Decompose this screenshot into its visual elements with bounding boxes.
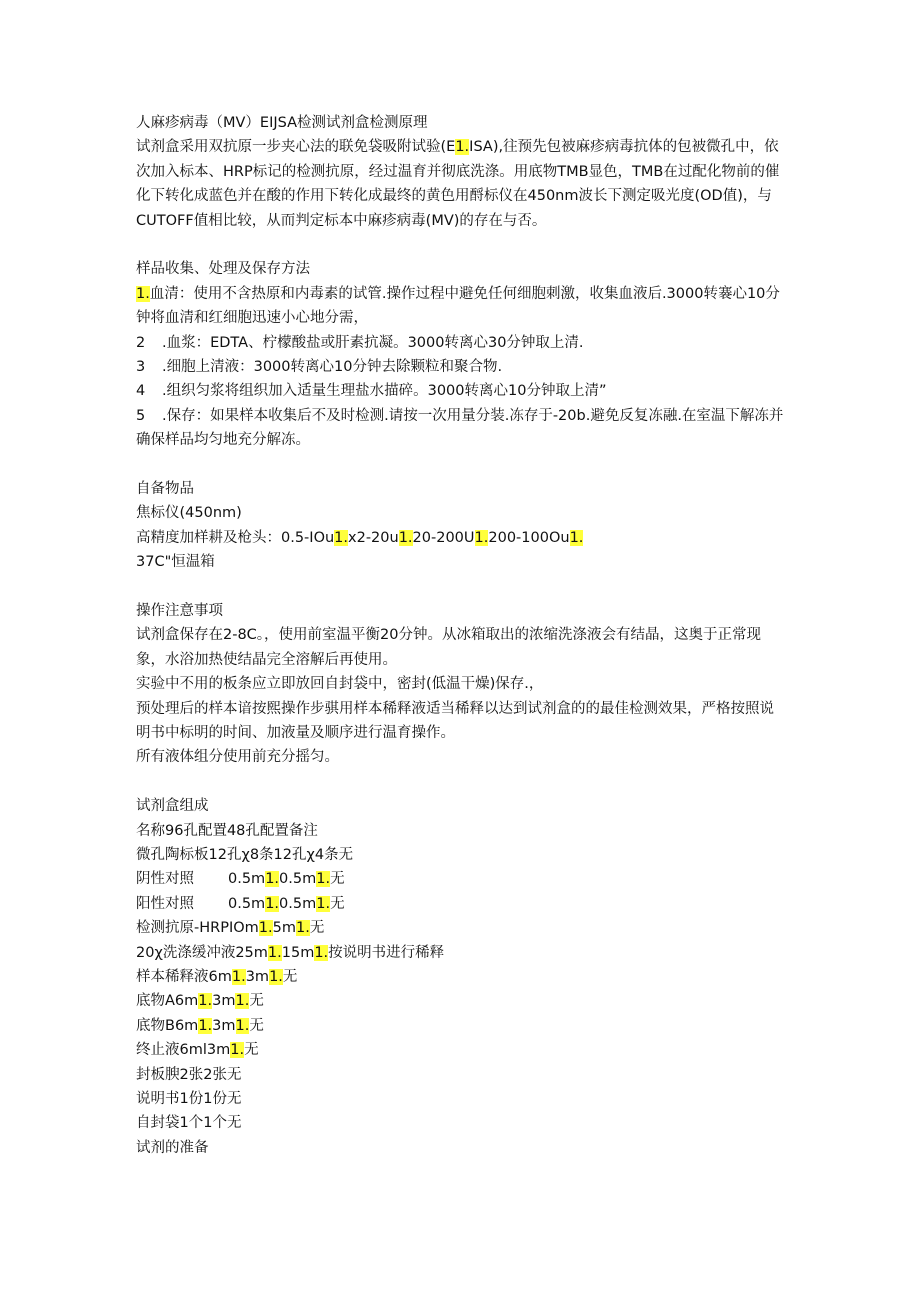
kit-row [136, 1014, 786, 1038]
text-run: 试剂盒采用双抗原一步夹心法的联免袋吸附试验(E [136, 139, 456, 156]
text-run: 5m [272, 920, 296, 937]
text-run: ISA),往预先包被麻疹病毒抗体的包被微孔中，依次加入标本、HRP标记的检测抗原，经过温育并彻底洗涤。用底物TMB显色，TMB在过配化物前的催化下转化成蓝色并在酸的作用下转化成最终的黄色用酹标仪在450nm波长下测定吸光度(OD值)，与CUTOFF值相比较，从而判定标本中麻疹病毒(MV)的存在与否。 [136, 139, 780, 229]
supply-line [136, 550, 786, 574]
kit-table [136, 819, 786, 1136]
text-run: 无 [249, 993, 264, 1010]
kit-row [136, 1087, 786, 1111]
notes-heading: 操作注意事项 [136, 602, 223, 619]
text-run: 检测抗原-HRPIOm [136, 920, 259, 937]
text-run: 终止液6ml3m [136, 1042, 231, 1059]
supplies-list [136, 501, 786, 574]
kit-row [136, 1111, 786, 1135]
kit-row [136, 965, 786, 989]
highlight-mark: 1. [269, 968, 283, 985]
sample-item [136, 282, 786, 331]
note-paragraph: 试剂盒保存在2-8C。，使用前室温平衡20分钟。从冰箱取出的浓缩洗涤液会有结晶，这奥于正常现象，水浴加热使结晶完全溶解后再使用。 [136, 627, 762, 668]
highlight-mark: 1. [198, 1017, 213, 1034]
text-run: x2-20u [348, 529, 399, 546]
highlight-mark: 1. [267, 944, 282, 961]
text-run: 无 [244, 1042, 259, 1059]
kit-row [136, 843, 786, 867]
item-name: 阳性对照 [136, 895, 194, 912]
kit-row [136, 941, 786, 965]
spacer [136, 575, 786, 599]
text-run: 0.5m [228, 895, 266, 912]
text-run: 底物B6m [136, 1017, 199, 1034]
note-paragraph: 所有液体组分使用前充分摇匀。 [136, 749, 339, 766]
text-run: 3m [245, 968, 270, 985]
sample-item [136, 331, 786, 355]
item-text: .保存：如果样本收集后不及时检测.请按一次用量分装.冻存于-20b.避免反复冻融.在室温下解冻并确保样品均匀地充分解冻。 [136, 407, 784, 449]
text-run: 封板腴2张2张无 [136, 1066, 242, 1083]
highlight-mark: 1. [316, 871, 331, 888]
highlight-mark: 1. [235, 1017, 250, 1034]
kit-row [136, 1063, 786, 1087]
text-run: 3m [212, 993, 236, 1010]
notes-list [136, 623, 786, 769]
text-run: 20χ洗涤缓冲液25m [136, 944, 268, 961]
highlight-mark: 1. [398, 529, 413, 546]
text-run: 无 [330, 871, 345, 888]
sample-item [136, 355, 786, 379]
item-text: .血浆：EDTA、柠檬酸盐或肝素抗凝。3000转离心30分钟取上清. [162, 334, 584, 351]
kit-row [136, 819, 786, 843]
text-run: 说明书1份1份无 [136, 1090, 242, 1107]
item-text: .组织匀浆将组织加入适量生理盐水描碎。3000转离心10分钟取上清” [162, 383, 607, 400]
document-page [136, 111, 786, 1160]
sample-list [136, 282, 786, 453]
text-run: 0.5m [228, 871, 266, 888]
highlight-mark: 1. [198, 993, 213, 1010]
item-text: 血清：使用不含热原和内毒素的试管.操作过程中避免任何细胞刺激，收集血液后.3000转褰心10分钟将血清和红细胞迅速小心地分需， [136, 285, 780, 327]
item-number: 2 [136, 334, 146, 351]
highlight-mark: 1. [265, 871, 280, 888]
item-number: 4 [136, 383, 146, 400]
item-number: 1. [136, 285, 150, 302]
supply-line [136, 501, 786, 525]
text-run: 微孔陶标板12孔χ8条12孔χ4条无 [136, 846, 354, 863]
spacer [136, 770, 786, 794]
highlight-mark: 1. [295, 920, 310, 937]
text-run: 37C"恒温箱 [136, 554, 215, 571]
highlight-mark: 1. [455, 139, 470, 156]
supply-line [136, 526, 786, 550]
highlight-mark: 1. [258, 920, 273, 937]
kit-row [136, 892, 786, 916]
highlight-mark: 1. [231, 968, 246, 985]
kit-row [136, 989, 786, 1013]
item-number: 3 [136, 359, 146, 376]
sample-heading: 样品收集、处理及保存方法 [136, 261, 310, 278]
text-run: 无 [282, 968, 298, 985]
sample-item [136, 404, 786, 453]
highlight-mark: 1. [314, 944, 329, 961]
item-number: 5 [136, 407, 146, 424]
highlight-mark: 1. [474, 529, 489, 546]
kit-row [136, 916, 786, 940]
kit-row [136, 1038, 786, 1062]
note-paragraph: 实验中不用的板条应立即放回自封袋中，密封(低温干燥)保存.， [136, 676, 544, 693]
note-paragraph: 预处理后的样本谙按熙操作步骐用样本稀释液适当稀释以达到试剂盒的的最佳检测效果，严格按照说明书中标明的时间、加液量及顺序进行温育操作。 [136, 700, 774, 741]
text-run: 20-200U [412, 529, 475, 546]
text-run: 样本稀释液6m [136, 968, 232, 985]
text-run: 无 [309, 920, 325, 937]
text-run: 高精度加样耕及枪头：0.5-IOu [136, 529, 335, 546]
item-name: 阴性对照 [136, 871, 194, 888]
spacer [136, 233, 786, 257]
text-run: 3m [212, 1017, 236, 1034]
sample-item [136, 379, 786, 403]
text-run: 无 [249, 1017, 264, 1034]
highlight-mark: 1. [230, 1042, 245, 1059]
text-run: 15m [281, 944, 315, 961]
text-run: 自封袋1个1个无 [136, 1115, 242, 1132]
supplies-heading: 自备物品 [136, 481, 194, 498]
kit-row [136, 867, 786, 891]
highlight-mark: 1. [316, 895, 331, 912]
doc-title: 人麻疹病毒（MV）EIJSA检测试剂盒检测原理 [136, 115, 428, 131]
text-run: 焦标仪(450nm) [136, 505, 242, 522]
principle-paragraph [136, 135, 786, 233]
highlight-mark: 1. [265, 895, 280, 912]
highlight-mark: 1. [569, 529, 584, 546]
text-run: 0.5m [279, 895, 317, 912]
highlight-mark: 1. [235, 993, 250, 1010]
item-text: .细胞上清液：3000转离心10分钟去除颗粒和聚合物. [162, 359, 503, 376]
text-run: 无 [330, 895, 345, 912]
spacer [136, 453, 786, 477]
text-run: 名称96孔配置48孔配置备注 [136, 822, 318, 839]
text-run: 0.5m [279, 871, 317, 888]
highlight-mark: 1. [334, 529, 349, 546]
text-run: 底物A6m [136, 993, 199, 1010]
text-run: 200-100Ou [488, 529, 570, 546]
kit-heading: 试剂盒组成 [136, 798, 209, 815]
text-run: 按说明书进行稀释 [328, 944, 445, 961]
kit-footer: 试剂的准备 [136, 1139, 209, 1156]
